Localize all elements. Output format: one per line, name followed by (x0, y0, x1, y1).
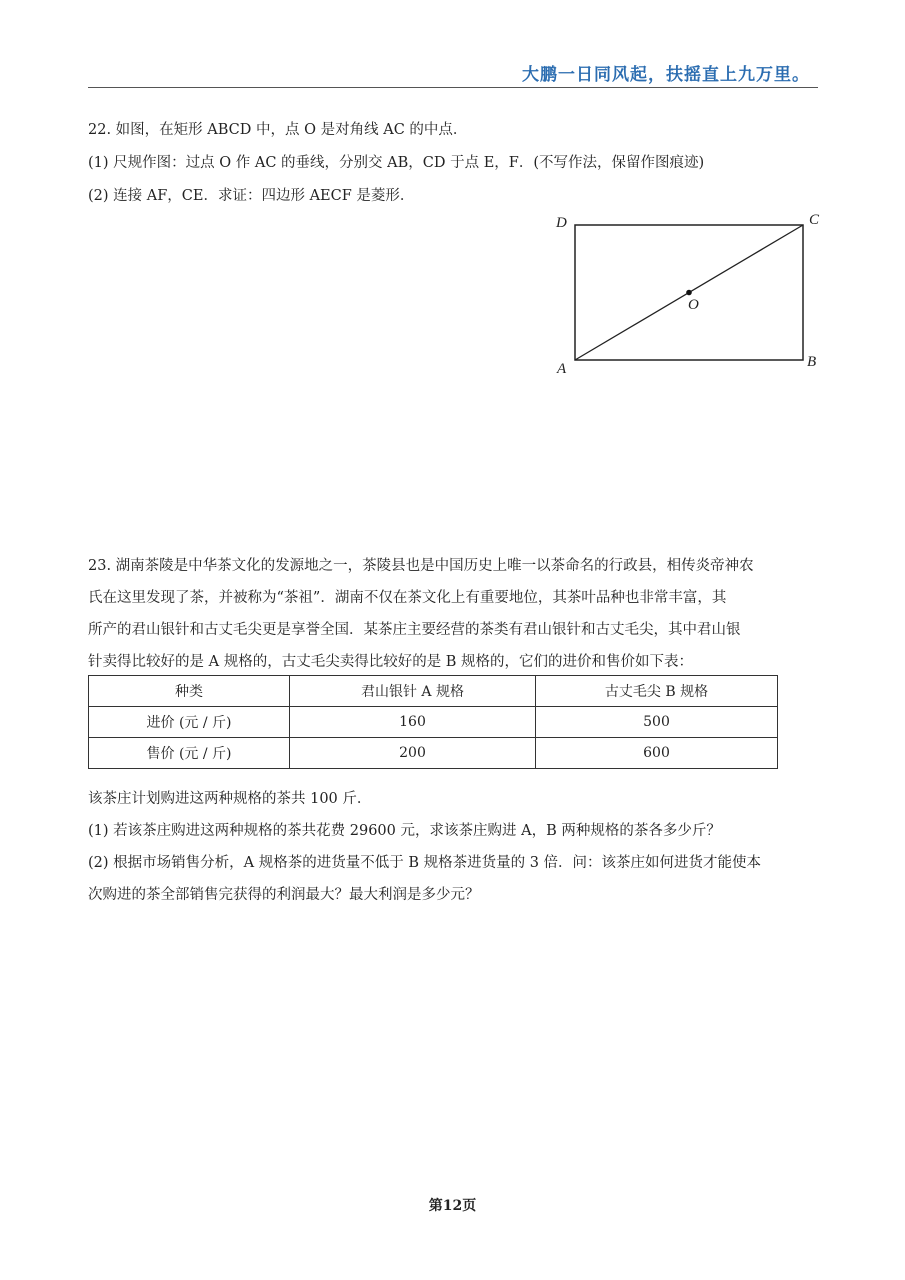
table-header-cell: 古丈毛尖 B 规格 (536, 676, 778, 707)
table-row (89, 738, 778, 769)
table-row (89, 707, 778, 738)
table-cell: 500 (536, 707, 778, 738)
table-cell: 160 (290, 707, 536, 738)
q23-line-2: 氏在这里发现了茶，并被称为“茶祖”．湖南不仅在茶文化上有重要地位，其茶叶品种也非常丰富，其 (88, 590, 727, 606)
q23-part2-line1: (2) 根据市场销售分析，A 规格茶的进货量不低于 B 规格茶进货量的 3 倍．问：该茶庄如何进货才能使本 (88, 855, 762, 871)
rectangle-abcd-figure (540, 205, 840, 385)
q22-stem: 22. 如图，在矩形 ABCD 中，点 O 是对角线 AC 的中点． (88, 122, 468, 138)
table-cell: 600 (536, 738, 778, 769)
table-cell: 售价 (元 / 斤) (89, 738, 290, 769)
label-o: O (688, 297, 699, 313)
table-header-cell: 君山银针 A 规格 (290, 676, 536, 707)
q22-part1: (1) 尺规作图：过点 O 作 AC 的垂线，分别交 AB，CD 于点 E，F．(不写作法，保留作图痕迹) (88, 155, 705, 171)
q23-part2-line2: 次购进的茶全部销售完获得的利润最大？最大利润是多少元？ (88, 887, 480, 903)
header-divider (88, 87, 818, 88)
q23-line-4: 针卖得比较好的是 A 规格的，古丈毛尖卖得比较好的是 B 规格的，它们的进价和售价如下表： (88, 654, 694, 670)
table-cell: 200 (290, 738, 536, 769)
table-header-cell: 种类 (89, 676, 290, 707)
label-a: A (557, 361, 567, 377)
q23-plan: 该茶庄计划购进这两种规格的茶共 100 斤． (88, 791, 372, 807)
q23-line-1: 23. 湖南茶陵是中华茶文化的发源地之一，茶陵县也是中国历史上唯一以茶命名的行政县，相传炎帝神农 (88, 558, 754, 574)
q23-line-3: 所产的君山银针和古丈毛尖更是享誉全国．某茶庄主要经营的茶类有君山银针和古丈毛尖，其中君山银 (88, 622, 741, 638)
table-cell: 进价 (元 / 斤) (89, 707, 290, 738)
q22-part2: (2) 连接 AF，CE．求证：四边形 AECF 是菱形． (88, 188, 415, 204)
header-motto: 大鹏一日同风起，扶摇直上九万里。 (522, 65, 810, 85)
page-number: 第12页 (428, 1198, 477, 1214)
price-table (88, 675, 778, 769)
label-c: C (809, 212, 820, 228)
label-d: D (556, 215, 567, 231)
midpoint-o (686, 290, 692, 296)
label-b: B (807, 354, 817, 370)
table-header-row (89, 676, 778, 707)
q23-part1: (1) 若该茶庄购进这两种规格的茶共花费 29600 元，求该茶庄购进 A，B 两种规格的茶各多少斤？ (88, 823, 721, 839)
